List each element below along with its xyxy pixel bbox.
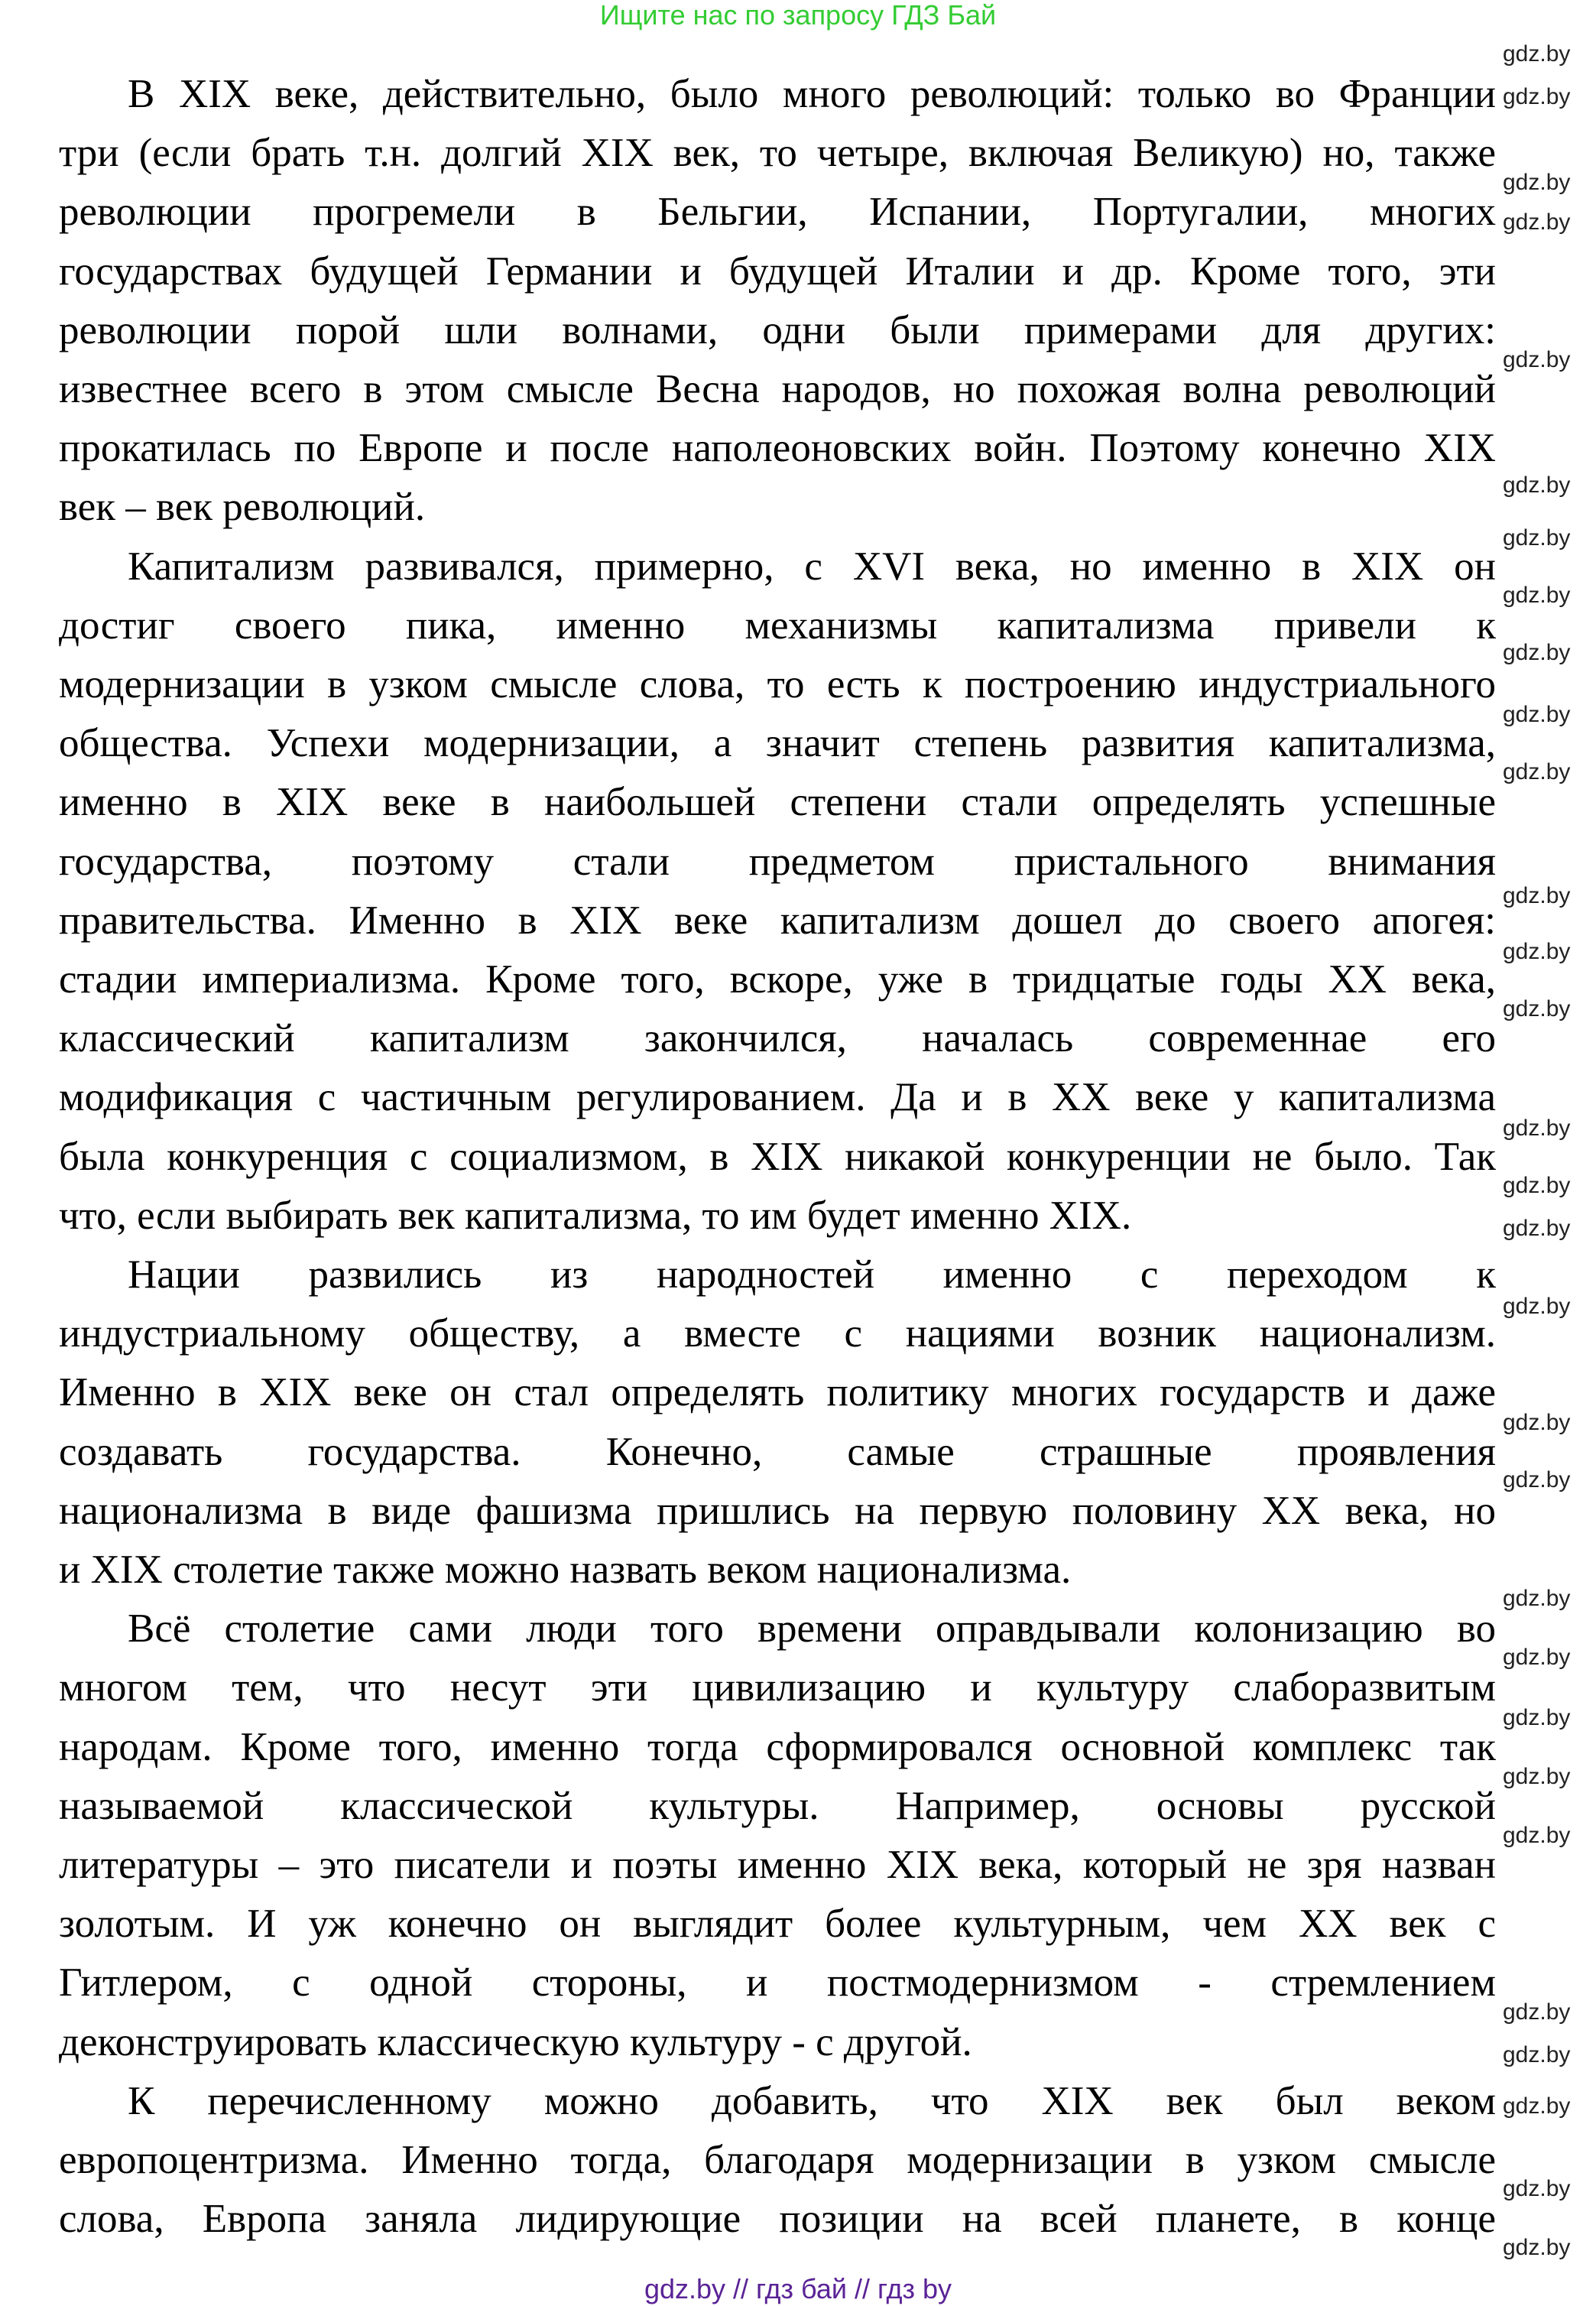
watermark-text: gdz.by bbox=[1503, 996, 1571, 1021]
text-line bbox=[59, 839, 1496, 885]
watermark-text: gdz.by bbox=[1503, 1764, 1571, 1789]
text-line bbox=[59, 2196, 1496, 2242]
text-line-content: создавать государства. Конечно, самые страшные проявления bbox=[59, 1429, 1496, 1474]
text-line-content: литературы – это писатели и поэты именно XIX века, который не зря назван bbox=[59, 1843, 1496, 1887]
text-line bbox=[59, 1783, 1496, 1829]
text-line bbox=[59, 1134, 1496, 1180]
text-line-content: деконструировать классическую культуру - с другой. bbox=[59, 2019, 972, 2064]
text-line-content: европоцентризма. Именно тогда, благодаря модернизации в узком смысле bbox=[59, 2138, 1496, 2182]
text-line bbox=[59, 1311, 1496, 1356]
watermark-text: gdz.by bbox=[1503, 640, 1571, 665]
text-line-content: К перечисленному можно добавить, что XIX век был веком bbox=[128, 2078, 1496, 2123]
text-line bbox=[59, 1369, 1496, 1415]
watermark-text: gdz.by bbox=[1503, 883, 1571, 908]
text-line bbox=[59, 248, 1496, 294]
text-line-content: революции прогремели в Бельгии, Испании, Португалии, многих bbox=[59, 190, 1496, 235]
text-line-content: государства, поэтому стали предметом пристального внимания bbox=[59, 839, 1496, 884]
watermark-text: gdz.by bbox=[1503, 525, 1571, 551]
watermark-text: gdz.by bbox=[1503, 170, 1571, 195]
text-line-content: была конкуренция с социализмом, в XIX никакой конкуренции не было. Так bbox=[59, 1134, 1496, 1179]
watermark-text: gdz.by bbox=[1503, 939, 1571, 964]
watermark-text: gdz.by bbox=[1503, 1705, 1571, 1730]
text-line-content: достиг своего пика, именно механизмы капитализма привели к bbox=[59, 602, 1496, 648]
text-line-content: Всё столетие сами люди того времени оправдывали колонизацию во bbox=[128, 1606, 1496, 1652]
text-line bbox=[59, 779, 1496, 825]
text-line-content: В XIX веке, действительно, было много революций: только во Франции bbox=[128, 72, 1496, 116]
watermark-text: gdz.by bbox=[1503, 759, 1571, 784]
text-line-content: называемой классической культуры. Например, основы русской bbox=[59, 1783, 1496, 1828]
text-line-content: модификация с частичным регулированием. Да и в XX веке у капитализма bbox=[59, 1075, 1496, 1120]
text-line-content: классический капитализм закончился, началась современнае его bbox=[59, 1016, 1496, 1061]
watermark-text: gdz.by bbox=[1503, 1586, 1571, 1611]
text-line-content: народам. Кроме того, именно тогда сформировался основной комплекс так bbox=[59, 1724, 1496, 1769]
search-banner: Ищите нас по запросу ГДЗ Бай bbox=[599, 0, 997, 31]
text-line-content: век – век революций. bbox=[59, 485, 426, 530]
text-line-content: национализма в виде фашизма пришлись на первую половину XX века, но bbox=[59, 1488, 1496, 1533]
text-line-content: слова, Европа заняла лидирующие позиции на всей планете, в конце bbox=[59, 2197, 1496, 2242]
text-line-content: правительства. Именно в XIX веке капитализм дошел до своего апогея: bbox=[59, 898, 1496, 943]
text-line bbox=[128, 71, 1496, 117]
text-line bbox=[59, 2019, 1496, 2065]
text-line bbox=[59, 366, 1496, 412]
text-line-content: золотым. И уж конечно он выглядит более культурным, чем XX век с bbox=[59, 1902, 1496, 1947]
text-line bbox=[59, 1842, 1496, 1888]
watermark-text: gdz.by bbox=[1503, 1999, 1571, 2025]
text-line-content: три (если брать т.н. долгий XIX век, то четыре, включая Великую) но, также bbox=[59, 131, 1496, 176]
text-line bbox=[59, 1665, 1496, 1710]
text-line bbox=[59, 1724, 1496, 1770]
text-line-content: стадии империализма. Кроме того, вскоре, уже в тридцатые годы XX века, bbox=[59, 957, 1496, 1002]
text-line bbox=[59, 1960, 1496, 2006]
watermark-text: gdz.by bbox=[1503, 1216, 1571, 1241]
watermark-text: gdz.by bbox=[1503, 1116, 1571, 1141]
watermark-text: gdz.by bbox=[1503, 41, 1571, 67]
text-line-content: многом тем, что несут эти цивилизацию и культуру слаборазвитым bbox=[59, 1665, 1496, 1710]
watermark-text: gdz.by bbox=[1503, 1823, 1571, 1848]
text-line bbox=[128, 544, 1496, 589]
text-line-content: революции порой шли волнами, одни были примерами для других: bbox=[59, 307, 1496, 352]
watermark-text: gdz.by bbox=[1503, 1645, 1571, 1670]
text-line bbox=[59, 602, 1496, 648]
watermark-text: gdz.by bbox=[1503, 2235, 1571, 2260]
text-line-content: индустриальному обществу, а вместе с нациями возник национализм. bbox=[59, 1311, 1496, 1356]
text-line-content: Нации развились из народностей именно с переходом к bbox=[128, 1252, 1496, 1297]
text-line bbox=[59, 1015, 1496, 1061]
text-line-content: Капитализм развивался, примерно, с XVI века, но именно в XIX он bbox=[128, 544, 1496, 589]
watermark-text: gdz.by bbox=[1503, 1173, 1571, 1198]
text-line bbox=[128, 2078, 1496, 2124]
text-line bbox=[59, 1488, 1496, 1534]
text-line-content: общества. Успехи модернизации, а значит степень развития капитализма, bbox=[59, 721, 1496, 766]
text-line-content: прокатилась по Европе и после наполеоновских войн. Поэтому конечно XIX bbox=[59, 426, 1496, 471]
text-line bbox=[59, 957, 1496, 1002]
watermark-text: gdz.by bbox=[1503, 1410, 1571, 1435]
text-line bbox=[59, 720, 1496, 766]
text-line bbox=[128, 1606, 1496, 1652]
text-line bbox=[59, 1074, 1496, 1120]
watermark-text: gdz.by bbox=[1503, 473, 1571, 498]
text-line bbox=[59, 307, 1496, 353]
text-line bbox=[59, 661, 1496, 707]
text-line bbox=[59, 898, 1496, 944]
watermark-text: gdz.by bbox=[1503, 209, 1571, 235]
text-line-content: модернизации в узком смысле слова, то есть к построению индустриального bbox=[59, 662, 1496, 706]
text-line bbox=[59, 189, 1496, 235]
watermark-text: gdz.by bbox=[1503, 2093, 1571, 2119]
watermark-text: gdz.by bbox=[1503, 1467, 1571, 1492]
text-line bbox=[59, 1193, 1496, 1239]
watermark-text: gdz.by bbox=[1503, 2176, 1571, 2201]
text-line-content: известнее всего в этом смысле Весна народов, но похожая волна революций bbox=[59, 367, 1496, 411]
text-line-content: и XIX столетие также можно назвать веком национализма. bbox=[59, 1548, 1072, 1592]
text-line-content: что, если выбирать век капитализма, то им будет именно XIX. bbox=[59, 1193, 1132, 1238]
watermark-text: gdz.by bbox=[1503, 84, 1571, 109]
watermark-text: gdz.by bbox=[1503, 2042, 1571, 2067]
text-line bbox=[59, 1901, 1496, 1947]
text-line bbox=[59, 1547, 1496, 1593]
text-line bbox=[59, 425, 1496, 471]
text-line bbox=[59, 130, 1496, 176]
text-line-content: Именно в XIX веке он стал определять политику многих государств и даже bbox=[59, 1370, 1496, 1415]
footer-watermark: gdz.by // гдз бай // гдз by bbox=[644, 2273, 952, 2304]
text-line-content: Гитлером, с одной стороны, и постмодернизмом - стремлением bbox=[59, 1960, 1496, 2006]
watermark-text: gdz.by bbox=[1503, 347, 1571, 372]
text-line-content: именно в XIX веке в наибольшей степени стали определять успешные bbox=[59, 780, 1496, 825]
text-line bbox=[59, 484, 1496, 530]
text-line bbox=[59, 1429, 1496, 1475]
watermark-text: gdz.by bbox=[1503, 702, 1571, 727]
text-line bbox=[128, 1252, 1496, 1298]
text-line bbox=[59, 2137, 1496, 2183]
text-line-content: государствах будущей Германии и будущей Италии и др. Кроме того, эти bbox=[59, 248, 1496, 294]
watermark-text: gdz.by bbox=[1503, 1294, 1571, 1319]
watermark-text: gdz.by bbox=[1503, 583, 1571, 608]
